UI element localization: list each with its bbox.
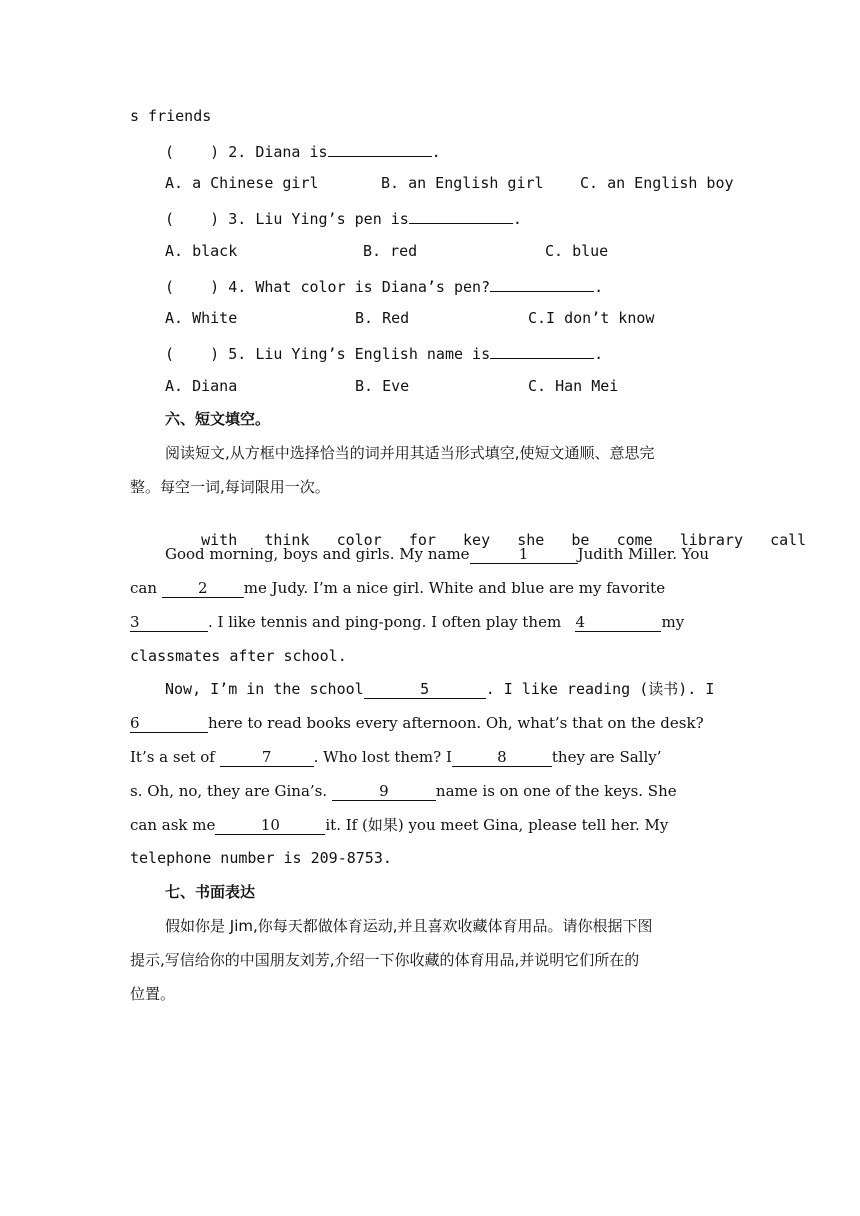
section-7-line-1: 假如你是 Jim,你每天都做体育运动,并且喜欢收藏体育用品。请你根据下图: [165, 917, 653, 935]
question-5: ( ) 5. Liu Ying’s English name is .: [165, 342, 603, 364]
word-bank-item: be: [571, 531, 590, 549]
blank-5[interactable]: 5: [364, 680, 486, 699]
question-number: 4: [228, 278, 238, 296]
word-bank-item: call: [770, 531, 807, 549]
intro-tail: s friends: [130, 107, 212, 125]
word-bank-item: key: [463, 531, 491, 549]
question-number: 5: [228, 345, 238, 363]
passage-text: me Judy. I’m a nice girl. White and blue are my favorite: [243, 579, 666, 597]
q2-option-a: A. a Chinese girl: [165, 174, 319, 192]
question-number: 2: [228, 143, 238, 161]
blank-7[interactable]: 7: [220, 748, 314, 767]
blank-1[interactable]: 1: [470, 545, 578, 564]
word-bank-item: come: [616, 531, 653, 549]
section-7-line-2: 提示,写信给你的中国朋友刘芳,介绍一下你收藏的体育用品,并说明它们所在的: [130, 951, 640, 969]
passage-text: my: [661, 613, 685, 631]
passage-line: [130, 781, 677, 801]
passage-text: s. Oh, no, they are Gina’s.: [130, 782, 332, 800]
passage-text: . Who lost them? I: [313, 748, 452, 766]
passage-line: classmates after school.: [130, 647, 347, 665]
passage-text: it. If (如果) you meet Gina, please tell her. My: [325, 816, 669, 834]
question-tail: .: [512, 210, 522, 228]
blank-8[interactable]: 8: [452, 748, 552, 767]
word-bank-item: color: [336, 531, 382, 549]
blank-2[interactable]: 2: [162, 579, 244, 598]
answer-line: [490, 342, 594, 359]
question-stem: Liu Ying’s pen is: [255, 210, 409, 228]
word-bank-item: she: [517, 531, 545, 549]
passage-line: [130, 747, 662, 767]
question-tail: .: [594, 345, 604, 363]
question-stem: Diana is: [255, 143, 328, 161]
blank-10[interactable]: 10: [215, 816, 325, 835]
passage-text: can: [130, 579, 162, 597]
passage-text: . I like tennis and ping-pong. I often play them: [208, 613, 562, 631]
passage-text: they are Sally’: [551, 748, 662, 766]
passage-text: . I like reading (读书). I: [485, 680, 715, 698]
passage-text: Judith Miller. You: [577, 545, 710, 563]
passage-line: [165, 679, 714, 699]
passage-line: [130, 612, 684, 632]
passage-text: here to read books every afternoon. Oh, what’s that on the desk?: [208, 714, 704, 732]
passage-line: [130, 713, 704, 733]
q2-option-c: C. an English boy: [580, 174, 734, 192]
q4-option-a: A. White: [165, 309, 238, 327]
section-6-instruction-1: 阅读短文,从方框中选择恰当的词并用其适当形式填空,使短文通顺、意思完: [165, 444, 655, 462]
section-7-title: 七、书面表达: [165, 883, 256, 901]
question-3: ( ) 3. Liu Ying’s pen is .: [165, 207, 522, 229]
passage-line: [130, 578, 665, 598]
q2-option-b: B. an English girl: [381, 174, 544, 192]
q4-option-b: B. Red: [355, 309, 410, 327]
passage-line: telephone number is 209-8753.: [130, 849, 392, 867]
answer-line: [490, 275, 594, 292]
section-7-line-3: 位置。: [130, 985, 176, 1003]
word-bank-item: with: [201, 531, 238, 549]
q5-option-c: C. Han Mei: [528, 377, 619, 395]
passage-text: It’s a set of: [130, 748, 220, 766]
q5-option-a: A. Diana: [165, 377, 238, 395]
question-tail: .: [431, 143, 441, 161]
q5-option-b: B. Eve: [355, 377, 410, 395]
blank-3[interactable]: 3: [130, 613, 208, 632]
q4-option-c: C.I don’t know: [528, 309, 655, 327]
blank-6[interactable]: 6: [130, 714, 208, 733]
passage-text: Now, I’m in the school: [165, 680, 364, 698]
q3-option-b: B. red: [363, 242, 418, 260]
word-bank-item: for: [408, 531, 436, 549]
passage-text: can ask me: [130, 816, 216, 834]
blank-4[interactable]: 4: [575, 613, 661, 632]
question-number: 3: [228, 210, 238, 228]
q3-option-c: C. blue: [545, 242, 609, 260]
passage-text: name is on one of the keys. She: [435, 782, 677, 800]
q3-option-a: A. black: [165, 242, 238, 260]
blank-9[interactable]: 9: [332, 782, 436, 801]
question-stem: Liu Ying’s English name is: [255, 345, 491, 363]
section-6-instruction-2: 整。每空一词,每词限用一次。: [130, 478, 330, 496]
question-tail: .: [594, 278, 604, 296]
section-6-title: 六、短文填空。: [165, 410, 271, 428]
question-stem: What color is Diana’s pen?: [255, 278, 491, 296]
passage-line: [130, 815, 668, 835]
answer-line: [328, 140, 432, 157]
passage-line: [165, 544, 709, 564]
word-bank-item: library: [679, 531, 743, 549]
word-bank-item: think: [264, 531, 310, 549]
question-2: ( ) 2. Diana is .: [165, 140, 441, 162]
answer-line: [409, 207, 513, 224]
question-4: ( ) 4. What color is Diana’s pen? .: [165, 275, 603, 297]
passage-text: Good morning, boys and girls. My name: [165, 545, 470, 563]
